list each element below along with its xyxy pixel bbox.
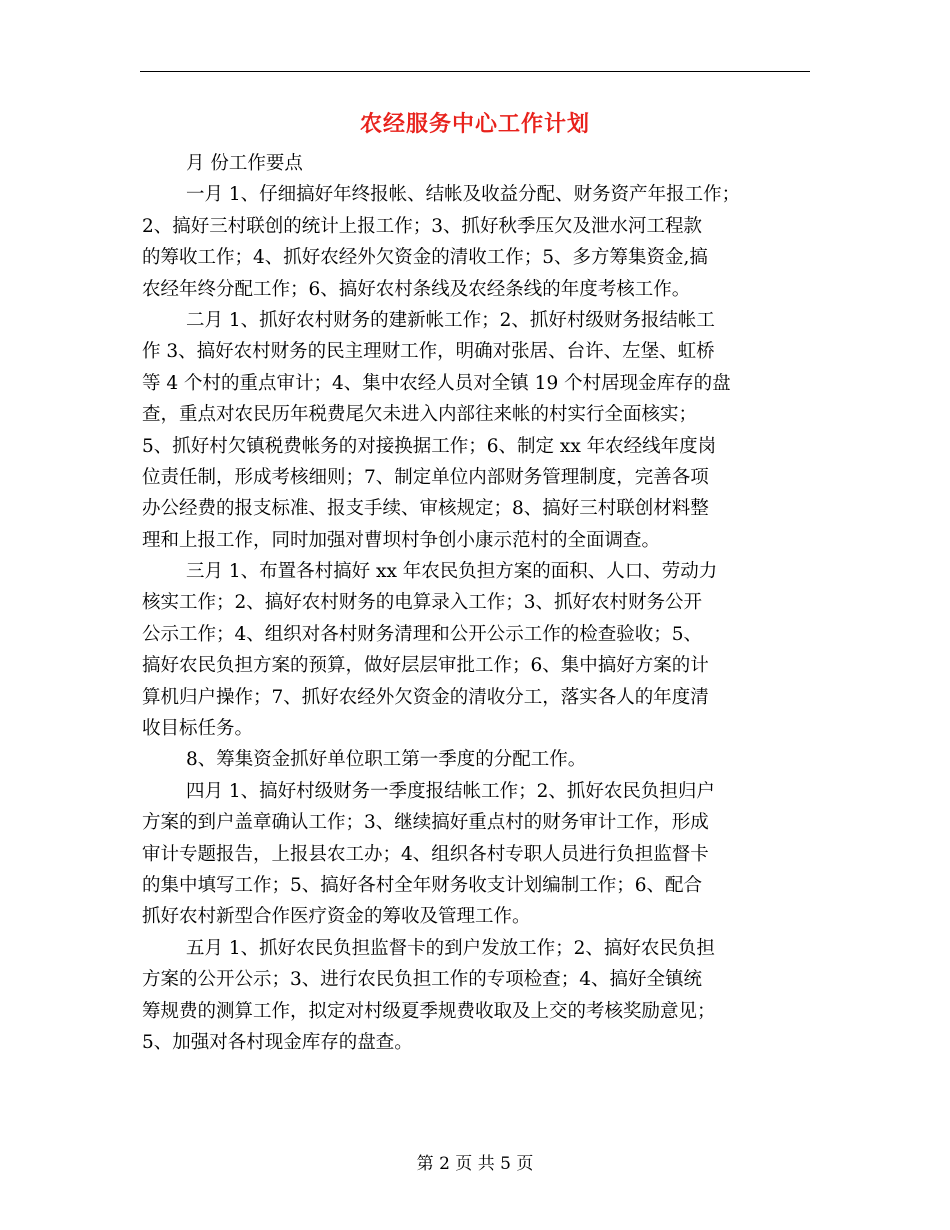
text-line: 审计专题报告，上报县农工办；4、组织各村专职人员进行负担监督卡 bbox=[142, 843, 709, 865]
text-line: 5、抓好村欠镇税费帐务的对接换据工作；6、制定 xx 年农经线年度岗 bbox=[142, 435, 717, 457]
header-rule bbox=[140, 71, 810, 72]
text-line: 的筹收工作；4、抓好农经外欠资金的清收工作；5、多方筹集资金,搞 bbox=[142, 247, 708, 269]
text-line: 筹规费的测算工作，拟定对村级夏季规费收取及上交的考核奖励意见； bbox=[142, 1000, 716, 1022]
document-body bbox=[142, 148, 816, 1058]
text-line: 抓好农村新型合作医疗资金的筹收及管理工作。 bbox=[142, 906, 531, 928]
text-line: 农经年终分配工作；6、搞好农村条线及农经条线的年度考核工作。 bbox=[142, 278, 691, 300]
text-line: 位责任制，形成考核细则；7、制定单位内部财务管理制度，完善各项 bbox=[142, 466, 709, 488]
text-line: 5、加强对各村现金库存的盘查。 bbox=[142, 1031, 413, 1053]
text-line: 8、筹集资金抓好单位职工第一季度的分配工作。 bbox=[186, 749, 587, 771]
text-line: 五月 1、抓好农民负担监督卡的到户发放工作；2、搞好农民负担 bbox=[186, 937, 715, 959]
text-line: 方案的到户盖章确认工作；3、继续搞好重点村的财务审计工作，形成 bbox=[142, 812, 709, 834]
text-line: 理和上报工作，同时加强对曹坝村争创小康示范村的全面调查。 bbox=[142, 529, 661, 551]
text-line: 作 3、搞好农村财务的民主理财工作，明确对张居、台许、左堡、虹桥 bbox=[142, 341, 715, 363]
text-line: 月 份工作要点 bbox=[186, 153, 303, 174]
text-line: 二月 1、抓好农村财务的建新帐工作；2、抓好村级财务报结帐工 bbox=[186, 309, 715, 331]
text-line: 一月 1、仔细搞好年终报帐、结帐及收益分配、财务资产年报工作； bbox=[186, 184, 741, 206]
text-line: 搞好农民负担方案的预算，做好层层审批工作；6、集中搞好方案的计 bbox=[142, 655, 709, 677]
text-line: 的集中填写工作；5、搞好各村全年财务收支计划编制工作；6、配合 bbox=[142, 874, 703, 896]
page-footer: 第 2 页 共 5 页 bbox=[416, 1154, 534, 1174]
text-line: 方案的公开公示；3、进行农民负担工作的专项检查；4、搞好全镇统 bbox=[142, 969, 703, 991]
text-line: 查，重点对农民历年税费尾欠未进入内部往来帐的村实行全面核实； bbox=[142, 404, 698, 426]
text-line: 公示工作；4、组织对各村财务清理和公开公示工作的检查验收；5、 bbox=[142, 623, 703, 645]
text-line: 收目标任务。 bbox=[142, 718, 254, 740]
text-line: 核实工作；2、搞好农村财务的电算录入工作；3、抓好农村财务公开 bbox=[142, 592, 703, 614]
text-line: 四月 1、搞好村级财务一季度报结帐工作；2、抓好农民负担归户 bbox=[186, 780, 715, 802]
text-line: 三月 1、布置各村搞好 xx 年农民负担方案的面积、人口、劳动力 bbox=[186, 561, 718, 583]
text-line: 算机归户操作；7、抓好农经外欠资金的清收分工，落实各人的年度清 bbox=[142, 686, 709, 708]
text-line: 等 4 个村的重点审计；4、集中农经人员对全镇 19 个村居现金库存的盘 bbox=[142, 372, 731, 394]
document-title: 农经服务中心工作计划 bbox=[359, 111, 590, 137]
text-line: 2、搞好三村联创的统计上报工作；3、抓好秋季压欠及泄水河工程款 bbox=[142, 215, 703, 237]
text-line: 办公经费的报支标准、报支手续、审核规定；8、搞好三村联创材料整 bbox=[142, 498, 709, 520]
